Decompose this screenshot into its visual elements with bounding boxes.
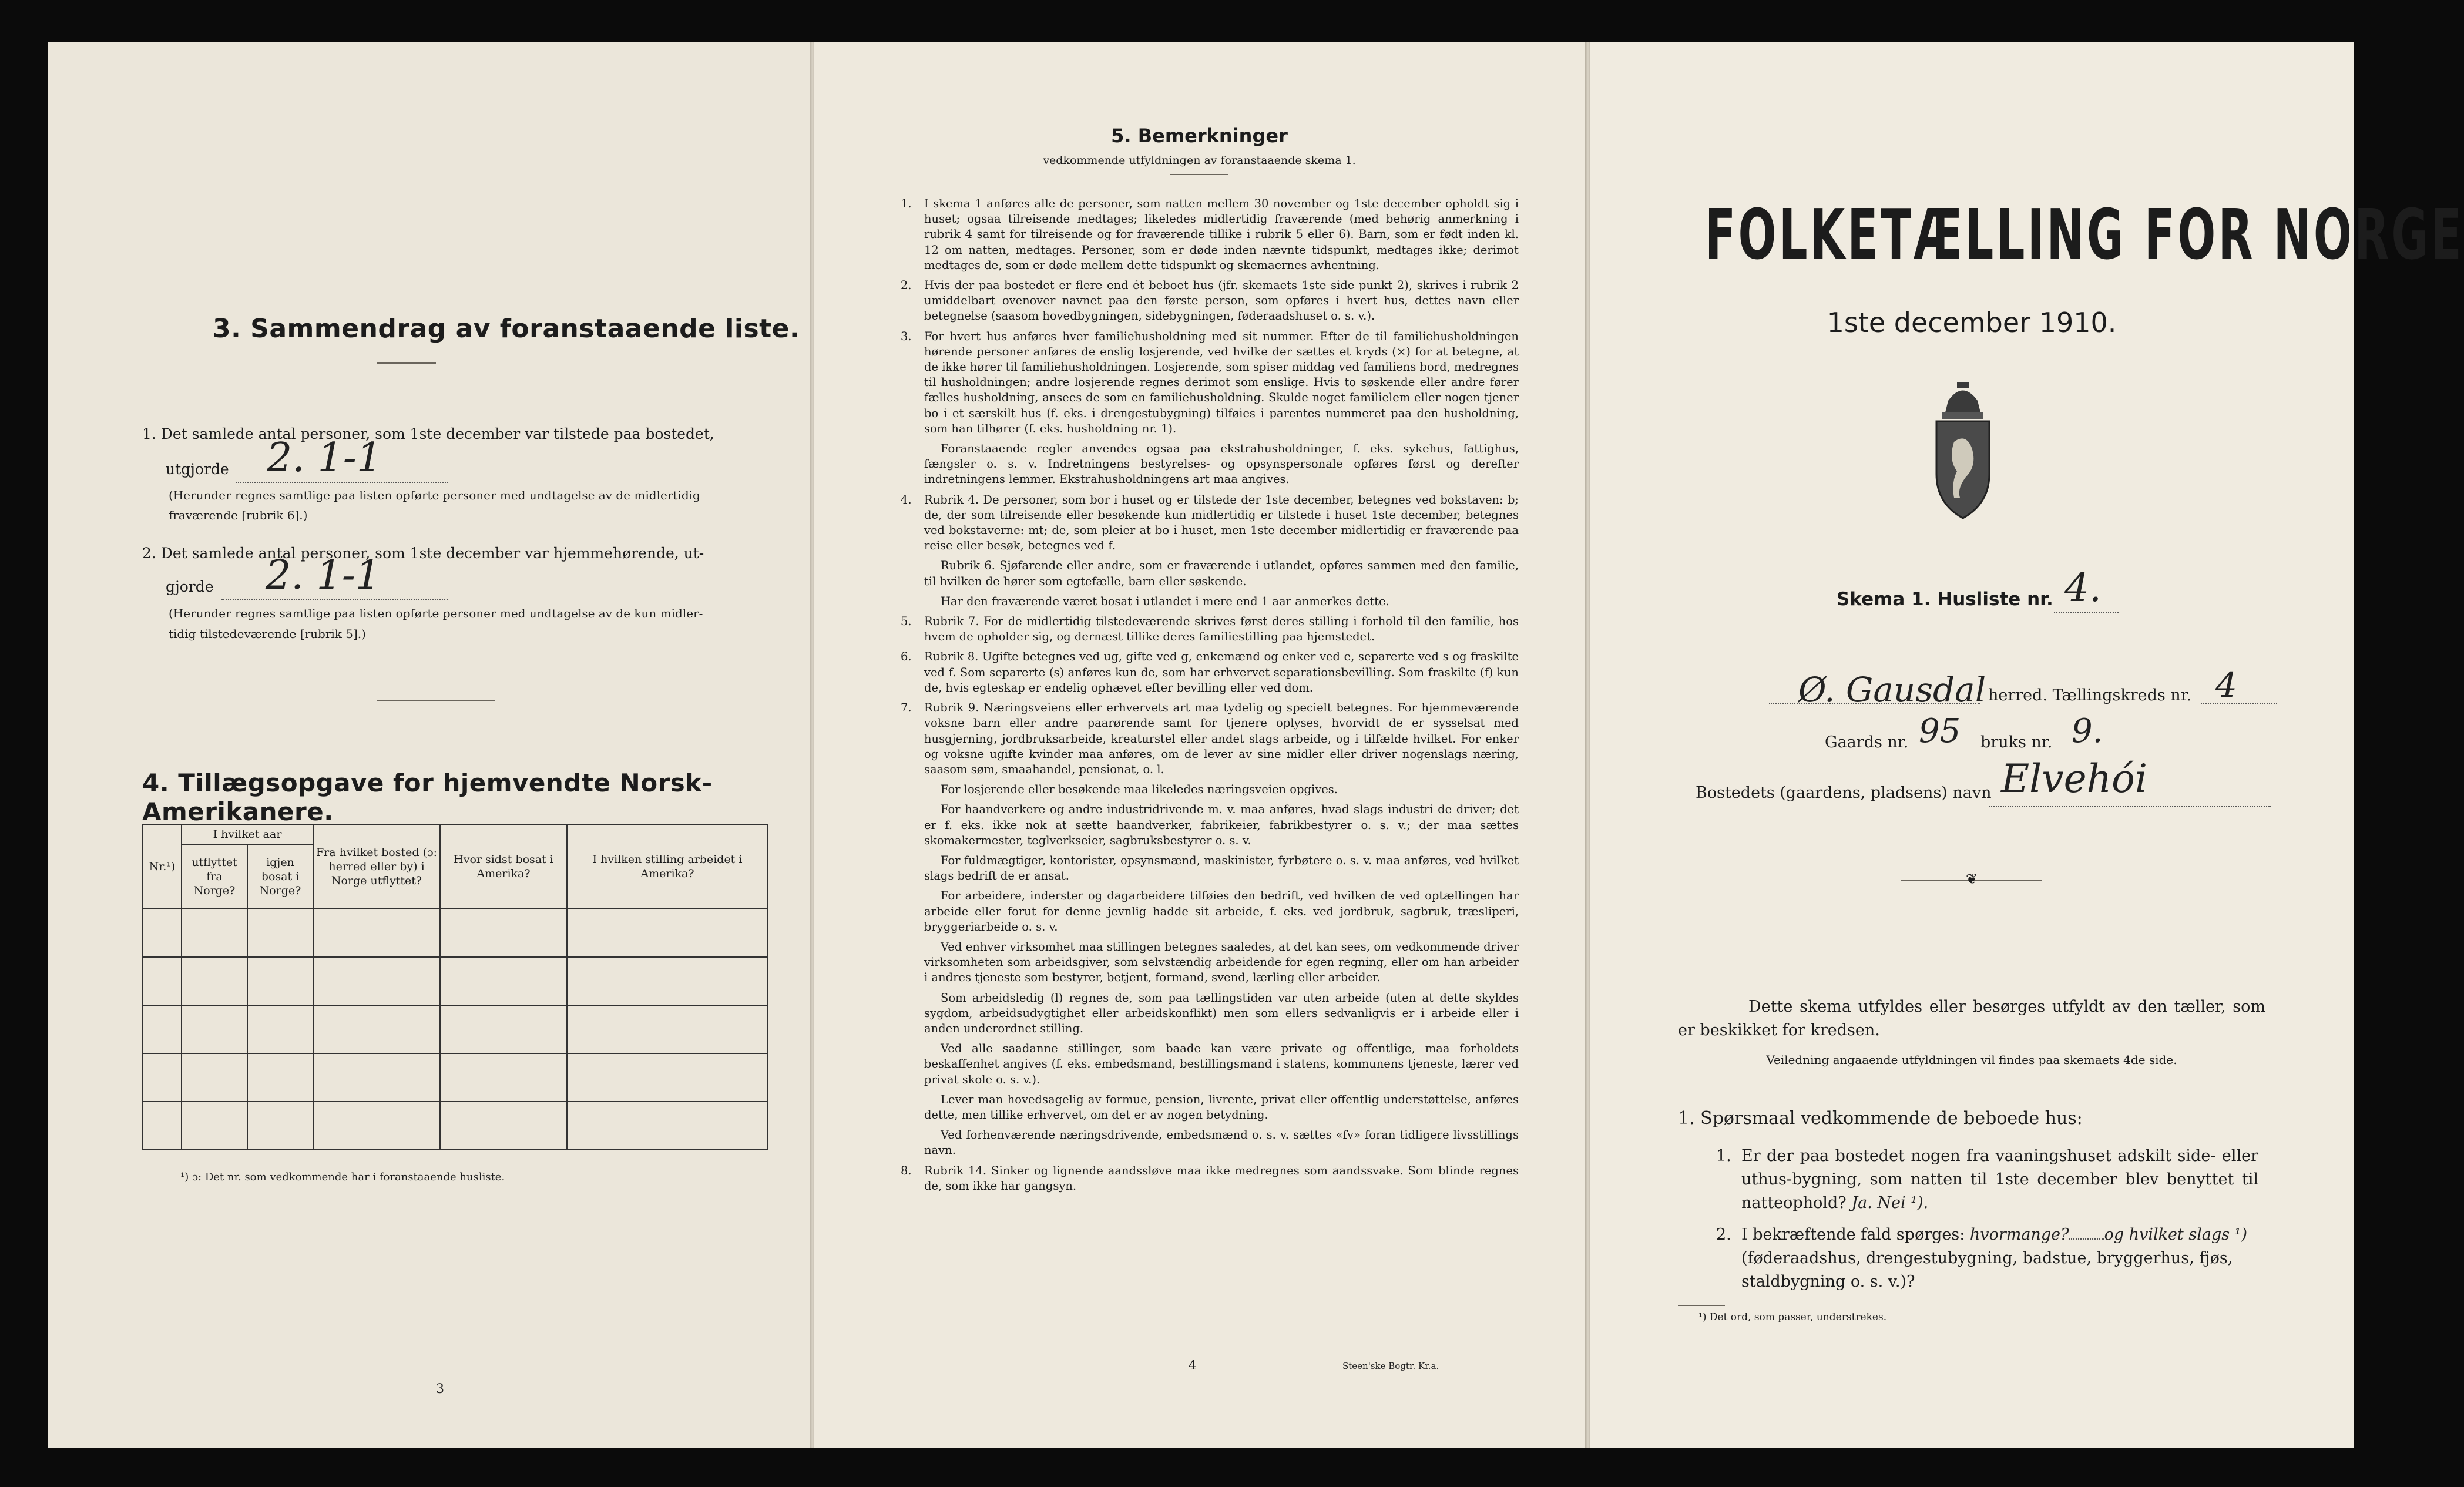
remark-text: Hvis der paa bostedet er flere end ét beboet hus (jfr. skemaets 1ste side punkt 2), skrives i rubrik 2 umiddelbart ovenover navnet paa den første person, som opføres i hvert hus, dettes navn eller betegnelse (saasom hovedbygningen, sidebygningen, føderaadshuset o. s. v.).	[924, 278, 1519, 323]
remark-item	[902, 278, 1519, 324]
herred-value: Ø. Gausdal	[1798, 670, 1986, 710]
remark-text: Foranstaaende regler anvendes ogsaa paa ekstrahusholdninger, f. eks. sykehus, fattighus, fængsler o. s. v. Indretningens bestyrelses- og opsynspersonale opføres først og derefter indretningens lemmer. Ekstrahusholdningens art maa angives.	[924, 442, 1519, 486]
remark-item	[902, 888, 1519, 935]
table-row	[143, 1102, 768, 1150]
th-i-hvilket-aar: I hvilket aar	[182, 824, 313, 844]
q1-question: Er der paa bostedet nogen fra vaaningshuset adskilt side- eller uthus-bygning, som natten til 1ste december blev benyttet til natteophold?	[1741, 1147, 2258, 1212]
q1-answer: Ja. Nei ¹).	[1851, 1194, 1929, 1212]
remark-item	[902, 1092, 1519, 1123]
remark-text: Rubrik 4. De personer, som bor i huset og er tilstede der 1ste december, betegnes ved bokstaven: b; de, der som tilreisende eller besøkende kun midlertidig er tilstede i huset 1ste december, betegnes ved bokstaverne: mt; de, som pleier at bo i huset, men 1ste december midlertidig er fraværende paa reise eller besøk, betegnes ved f.	[924, 492, 1519, 553]
th-nr: Nr.¹)	[143, 824, 182, 909]
remark-text: Ved forhenværende næringsdrivende, embedsmænd o. s. v. sættes «fv» foran tidligere livsstillings navn.	[924, 1128, 1519, 1157]
remark-number: 1.	[901, 197, 912, 210]
norsk-amerikanere-table	[142, 824, 768, 1150]
item1-value: 2. 1-1	[267, 435, 382, 481]
divider	[1170, 174, 1228, 175]
question-heading: 1. Spørsmaal vedkommende de beboede hus:	[1678, 1108, 2083, 1129]
page-number: 3	[436, 1382, 444, 1397]
th-fra-bosted: Fra hvilket bosted (ɔ: herred eller by) i Norge utflyttet?	[313, 824, 440, 909]
item2-label: gjorde	[166, 578, 214, 595]
th-igjen: igjen bosat i Norge?	[247, 844, 313, 909]
q2-part-a: I bekræftende fald spørges:	[1741, 1226, 1965, 1244]
intro-guidance: Veiledning angaaende utfyldningen vil findes paa skemaets 4de side.	[1766, 1053, 2177, 1067]
remark-item	[902, 558, 1519, 589]
bosted-label: Bostedets (gaardens, pladsens) navn	[1696, 784, 1992, 802]
q2-part-c: og hvilket slags ¹)	[2104, 1226, 2248, 1244]
q1-text	[1741, 1144, 2258, 1215]
item1-dotline	[236, 482, 448, 483]
table-row	[143, 1005, 768, 1053]
page-middle	[814, 42, 1585, 1448]
remark-item	[902, 492, 1519, 554]
item1-text: 1. Det samlede antal personer, som 1ste december var tilstede paa bostedet,	[142, 425, 714, 442]
bosted-dotline	[1989, 806, 2271, 807]
gaards-label: Gaards nr.	[1825, 733, 1909, 751]
section3-title: 3. Sammendrag av foranstaaende liste.	[213, 314, 800, 344]
item1-note-2: fraværende [rubrik 6].)	[169, 508, 308, 522]
item1-note-1: (Herunder regnes samtlige paa listen opførte personer med undtagelse av de midlertidig	[169, 488, 700, 502]
remark-text: Rubrik 6. Sjøfarende eller andre, som er fraværende i utlandet, opføres sammen med den familie, til hvilken de hører som egtefælle, barn eller søskende.	[924, 559, 1519, 588]
divider	[1678, 1305, 1725, 1306]
page-title: FOLKETÆLLING FOR NORGE	[1705, 194, 2464, 275]
q2-text	[1741, 1223, 2258, 1294]
remark-number: 6.	[901, 650, 912, 664]
page-left	[48, 42, 810, 1448]
remark-text: Rubrik 14. Sinker og lignende aandssløve maa ikke medregnes som aandssvake. Som blinde regnes de, som ikke har gangsyn.	[924, 1163, 1519, 1193]
remark-item	[902, 782, 1519, 797]
remark-text: Lever man hovedsagelig av formue, pension, livrente, privat eller offentlig understøttelse, anføres dette, men tillike erhvervet, om det er av nogen betydning.	[924, 1092, 1519, 1122]
divider	[377, 362, 436, 364]
remark-text: For arbeidere, inderster og dagarbeidere tilføies den bedrift, ved hvilken de ved optællingen har arbeide eller forut for denne jevnlig hadde sit arbeide, f. eks. ved jordbruk, sagbruk, træsliperi, bryggeriarbeide o. s. v.	[924, 889, 1519, 934]
remark-number: 2.	[901, 278, 912, 293]
q2-part-b: hvormange?	[1969, 1226, 2069, 1244]
th-sidst-bosat: Hvor sidst bosat i Amerika?	[440, 824, 567, 909]
remark-item	[902, 614, 1519, 645]
remark-text: I skema 1 anføres alle de personer, som natten mellem 30 november og 1ste december opholdt sig i huset; ogsaa tilreisende medtages; likeledes midlertidig fraværende (med behørig anmerkning i rubrik 4 samt for tilreisende og for fraværende tillike i rubrik 5 eller 6). Barn, som er født inden kl. 12 om natten, medtages. Personer, som er døde inden nævnte tidspunkt, medtages ikke; derimot medtages de, som er døde mellem dette tidspunkt og skemaernes avhentning.	[924, 197, 1519, 272]
item2-value: 2. 1-1	[266, 552, 381, 599]
remark-number: 5.	[901, 615, 912, 629]
remark-text: Har den fraværende været bosat i utlandet i mere end 1 aar anmerkes dette.	[941, 594, 1389, 608]
remark-text: For haandverkere og andre industridrivende m. v. maa anføres, hvad slags industri de driver; det er f. eks. ikke nok at sætte haandverker, fabrikeier, fabrikbestyrer o. s. v.; der maa sættes skomakermester, teglverkseier, sagbruksbestyrer o. s. v.	[924, 803, 1519, 847]
remark-item	[902, 939, 1519, 986]
census-date: 1ste december 1910.	[1827, 307, 2117, 338]
section4-title: 4. Tillægsopgave for hjemvendte Norsk-Amerikanere.	[142, 768, 713, 826]
remark-item	[902, 1041, 1519, 1087]
section5-subtitle: vedkommende utfyldningen av foranstaaende skema 1.	[1043, 154, 1356, 167]
divider	[377, 700, 495, 701]
item2-note-2: tidig tilstedeværende [rubrik 5].)	[169, 627, 366, 641]
remark-text: For losjerende eller besøkende maa likeledes næringsveien opgives.	[941, 783, 1338, 797]
item2-dotline	[221, 599, 448, 600]
item1-label: utgjorde	[166, 461, 229, 478]
coat-of-arms-icon	[1925, 377, 2001, 524]
bruks-nr: 9.	[2072, 712, 2103, 750]
footnote: ¹) ɔ: Det nr. som vedkommende har i foranstaaende husliste.	[180, 1171, 505, 1183]
q2-part-d: (føderaadshus, drengestubygning, badstue, bryggerhus, fjøs, staldbygning o. s. v.)?	[1741, 1249, 2233, 1291]
table-row	[143, 1053, 768, 1102]
remarks-list	[902, 196, 1519, 1199]
remark-item	[902, 1127, 1519, 1158]
remark-text: For hvert hus anføres hver familiehusholdning med sit nummer. Efter de til familiehusholdningen hørende personer anføres de enslig losjerende, ved hvilke der sættes et kryds (×) for at betegne, at de ikke hører til familiehusholdningen. Losjerende, som spiser middag ved familiens bord, medregnes til husholdningen; andre losjerende regnes derimot som enslige. Hvis to søskende eller andre fører fælles husholdning, ansees de som en familiehusholdning. Skulde noget familielem eller nogen tjener bo i et særskilt hus (f. eks. i drengestubygning) tilføies i parentes nummeret paa den husholdning, som han tilhører (f. eks. husholdning nr. 1).	[924, 329, 1519, 435]
remark-number: 3.	[901, 329, 912, 343]
remark-text: Som arbeidsledig (l) regnes de, som paa tællingstiden var uten arbeide (uten at dette skyldes sygdom, arbeidsudygtighet eller arbeidskonflikt) men som ellers sedvanligvis er i arbeide eller i anden underordnet stilling.	[924, 991, 1519, 1035]
item2-text: 2. Det samlede antal personer, som 1ste december var hjemmehørende, ut-	[142, 545, 704, 562]
footnote: ¹) Det ord, som passer, understrekes.	[1698, 1311, 1887, 1323]
table-row	[143, 909, 768, 957]
herred-label: herred. Tællingskreds nr.	[1988, 686, 2192, 704]
remark-text: Ved enhver virksomhet maa stillingen betegnes saaledes, at det kan sees, om vedkommende driver virksomheten som arbeidsgiver, som selvstændig arbeidende for egen regning, eller om han arbeider i andres tjeneste som bestyrer, betjent, formand, svend, lærling eller arbeider.	[924, 939, 1519, 985]
remark-text: For fuldmægtiger, kontorister, opsynsmænd, maskinister, fyrbøtere o. s. v. maa anføres, ved hvilket slags bedrift de er ansat.	[924, 853, 1519, 883]
remark-item	[902, 853, 1519, 884]
q2-dotline	[2069, 1238, 2104, 1240]
remark-number: 8.	[901, 1163, 912, 1177]
remark-item	[902, 196, 1519, 273]
q1-number: 1.	[1716, 1147, 1731, 1165]
gaards-nr: 95	[1919, 712, 1961, 750]
husliste-nr: 4.	[2064, 565, 2102, 610]
remark-text: Rubrik 8. Ugifte betegnes ved ug, gifte ved g, enkemænd og enker ved e, separerte ved s og fraskilte ved f. Som separerte (s) anføres kun de, som har erhvervet separationsbevilling. Som fraskilte (f) kun de, hvis egteskap er endelig ophævet efter bevilling eller ved dom.	[924, 650, 1519, 694]
page-number: 4	[1189, 1358, 1197, 1373]
remark-text: Ved alle saadanne stillinger, som baade kan være private og offentlige, maa forholdets beskaffenhet angives (f. eks. embedsmand, bestillingsmand i statens, kommunens tjeneste, lærer ved privat skole o. s. v.).	[924, 1042, 1519, 1086]
remark-item	[902, 1163, 1519, 1194]
kreds-dotline	[2201, 703, 2277, 704]
item2-note-1: (Herunder regnes samtlige paa listen opførte personer med undtagelse av de kun midler-	[169, 606, 703, 620]
page-right	[1590, 42, 2464, 1448]
th-stilling: I hvilken stilling arbeidet i Amerika?	[567, 824, 768, 909]
table-row	[143, 957, 768, 1005]
kreds-nr: 4	[2215, 665, 2237, 705]
remark-text: Rubrik 9. Næringsveiens eller erhvervets art maa tydelig og specielt betegnes. For hjemmeværende voksne barn eller andre paarørende samt for tjenere oplyses, hvorvidt de er sysselsat med husgjerning, jordbruksarbeide, kreaturstel eller andet slags arbeide, og i tilfælde hvilket. For enker og voksne ugifte kvinder maa anføres, om de lever av sine midler eller driver nogenslags næring, saasom søm, smaahandel, pensionat, o. l.	[924, 701, 1519, 776]
q2-number: 2.	[1716, 1226, 1731, 1244]
section5-title: 5. Bemerkninger	[1111, 125, 1288, 147]
remark-item	[902, 802, 1519, 848]
intro-text: Dette skema utfyldes eller besørges utfyldt av den tæller, som er beskikket for kredsen.	[1678, 998, 2265, 1039]
remark-number: 4.	[901, 492, 912, 506]
bruks-label: bruks nr.	[1980, 733, 2053, 751]
th-utflyttet: utflyttet fra Norge?	[182, 844, 247, 909]
remark-item	[902, 594, 1519, 609]
schema-label: Skema 1. Husliste nr.	[1837, 589, 2053, 610]
remark-item	[902, 649, 1519, 696]
printer-mark: Steen'ske Bogtr. Kr.a.	[1342, 1361, 1439, 1371]
husliste-dotline	[2054, 612, 2119, 613]
ornament-icon: ❦	[1966, 871, 1978, 887]
remark-text: Rubrik 7. For de midlertidig tilstedeværende skrives først deres stilling i forhold til den familie, hos hvem de opholder sig, og dernæst tillike deres familiestilling paa hjemstedet.	[924, 615, 1519, 644]
bosted-value: Elvehói	[2001, 756, 2147, 801]
remark-item	[902, 329, 1519, 437]
remark-item	[902, 991, 1519, 1037]
remark-item	[902, 700, 1519, 777]
remark-item	[902, 441, 1519, 488]
remark-number: 7.	[901, 701, 912, 715]
herred-dotline	[1769, 703, 1980, 704]
